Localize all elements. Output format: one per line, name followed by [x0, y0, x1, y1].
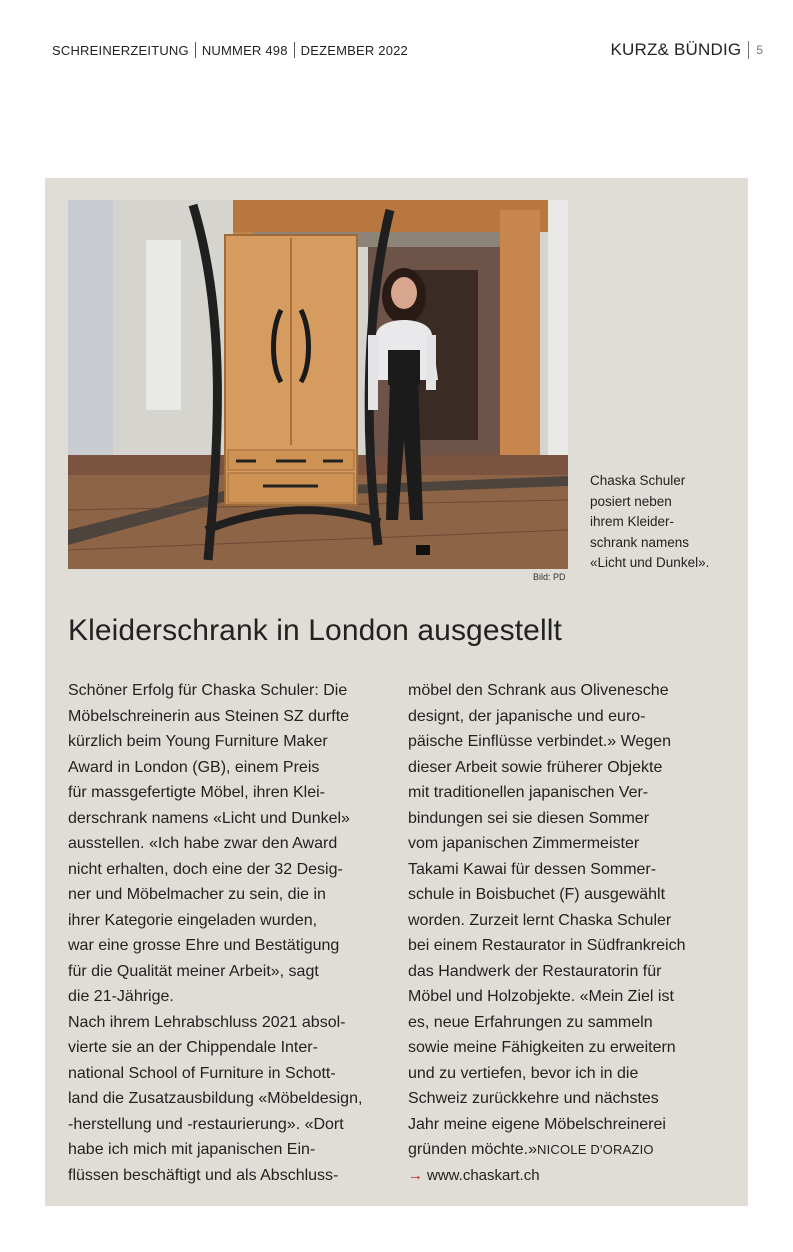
- text-line: ihrer Kategorie eingeladen wurden,: [68, 911, 318, 929]
- text-line: für massgefertigte Möbel, ihren Klei-: [68, 784, 325, 801]
- text-line: -herstellung und -restaurierung». «Dort: [68, 1115, 344, 1133]
- issue-date: DEZEMBER 2022: [300, 42, 408, 58]
- text-line: vom japanischen Zimmermeister: [408, 835, 640, 852]
- text-line: dieser Arbeit sowie früherer Objekte: [408, 758, 663, 776]
- section-header: [610, 40, 763, 60]
- header-divider: [195, 42, 196, 58]
- text-line: Schöner Erfolg für Chaska Schuler: Die: [68, 682, 348, 699]
- text-line: es, neue Erfahrungen zu sammeln: [408, 1013, 653, 1031]
- text-line: ner und Möbelmacher zu sein, die in: [68, 886, 326, 903]
- text-line: möbel den Schrank aus Olivenesche: [408, 682, 669, 699]
- text-line: Schweiz zurückkehre und nächstes: [408, 1090, 659, 1107]
- section-name: KURZ& BÜNDIG: [610, 40, 742, 59]
- publication-header: [52, 42, 408, 58]
- publication-name: SCHREINERZEITUNG: [52, 42, 189, 58]
- text-line: und zu vertiefen, bevor ich in die: [408, 1064, 639, 1082]
- text-line: national School of Furniture in Schott-: [68, 1064, 336, 1082]
- closing-line: [408, 1137, 738, 1163]
- text-line: Takami Kawai für dessen Sommer-: [408, 860, 657, 878]
- text-line: Jahr meine eigene Möbelschreinerei: [408, 1115, 666, 1133]
- text-line: Möbel und Holzobjekte. «Mein Ziel ist: [408, 988, 674, 1005]
- page-number: 5: [756, 43, 763, 57]
- caption-line: posiert neben: [590, 493, 672, 509]
- text-line: bei einem Restaurator in Südfrankreich: [408, 937, 686, 954]
- photo-credit: Bild: PD: [533, 572, 566, 582]
- article-headline: Kleiderschrank in London ausgestellt: [68, 614, 562, 647]
- caption-line: Chaska Schuler: [590, 473, 686, 488]
- text-line: habe ich mich mit japanischen Ein-: [68, 1141, 316, 1158]
- text-line: worden. Zurzeit lernt Chaska Schuler: [408, 911, 672, 929]
- text-line: war eine grosse Ehre und Bestätigung: [68, 937, 340, 954]
- caption-line: ihrem Kleider-: [590, 514, 675, 529]
- text-line: Möbelschreinerin aus Steinen SZ durfte: [68, 707, 350, 725]
- article-photo: [68, 200, 568, 569]
- issue-number: NUMMER 498: [201, 42, 288, 58]
- text-line: für die Qualität meiner Arbeit», sagt: [68, 962, 319, 980]
- text-line: sowie meine Fähigkeiten zu erweitern: [408, 1039, 676, 1056]
- header-divider: [748, 41, 749, 59]
- header-divider: [294, 42, 295, 58]
- text-line: land die Zusatzausbildung «Möbeldesign,: [68, 1090, 363, 1107]
- arrow-right-icon: →: [408, 1166, 423, 1184]
- caption-line: «Licht und Dunkel».: [590, 555, 710, 570]
- text-line: flüssen beschäftigt und als Abschluss-: [68, 1166, 339, 1184]
- text-line: päische Einflüsse verbindet.» Wegen: [408, 733, 671, 750]
- website-link[interactable]: www.chaskart.ch: [427, 1166, 540, 1184]
- text-line: gründen möchte.»: [408, 1141, 537, 1158]
- author-signature: NICOLE D'ORAZIO: [536, 1142, 654, 1157]
- text-line: bindungen sei sie diesen Sommer: [408, 809, 650, 827]
- text-line: mit traditionellen japanischen Ver-: [408, 784, 649, 801]
- text-line: Award in London (GB), einem Preis: [68, 758, 320, 776]
- article-column-1: [68, 678, 398, 1188]
- text-line: nicht erhalten, doch eine der 32 Desig-: [68, 860, 343, 878]
- text-line: designt, der japanische und euro-: [408, 707, 646, 725]
- text-line: ausstellen. «Ich habe zwar den Award: [68, 835, 338, 852]
- text-line: die 21-Jährige.: [68, 988, 174, 1005]
- caption-line: schrank namens: [590, 534, 690, 550]
- text-line: das Handwerk der Restauratorin für: [408, 962, 662, 980]
- text-line: vierte sie an der Chippendale Inter-: [68, 1039, 318, 1056]
- photo-caption: [590, 471, 740, 574]
- website-link-row[interactable]: [408, 1163, 738, 1189]
- article-panel: [45, 178, 748, 1206]
- text-line: derschrank namens «Licht und Dunkel»: [68, 809, 350, 827]
- article-column-2: [408, 678, 738, 1188]
- text-line: kürzlich beim Young Furniture Maker: [68, 733, 328, 750]
- text-line: Nach ihrem Lehrabschluss 2021 absol-: [68, 1013, 346, 1031]
- text-line: schule in Boisbuchet (F) ausgewählt: [408, 886, 666, 903]
